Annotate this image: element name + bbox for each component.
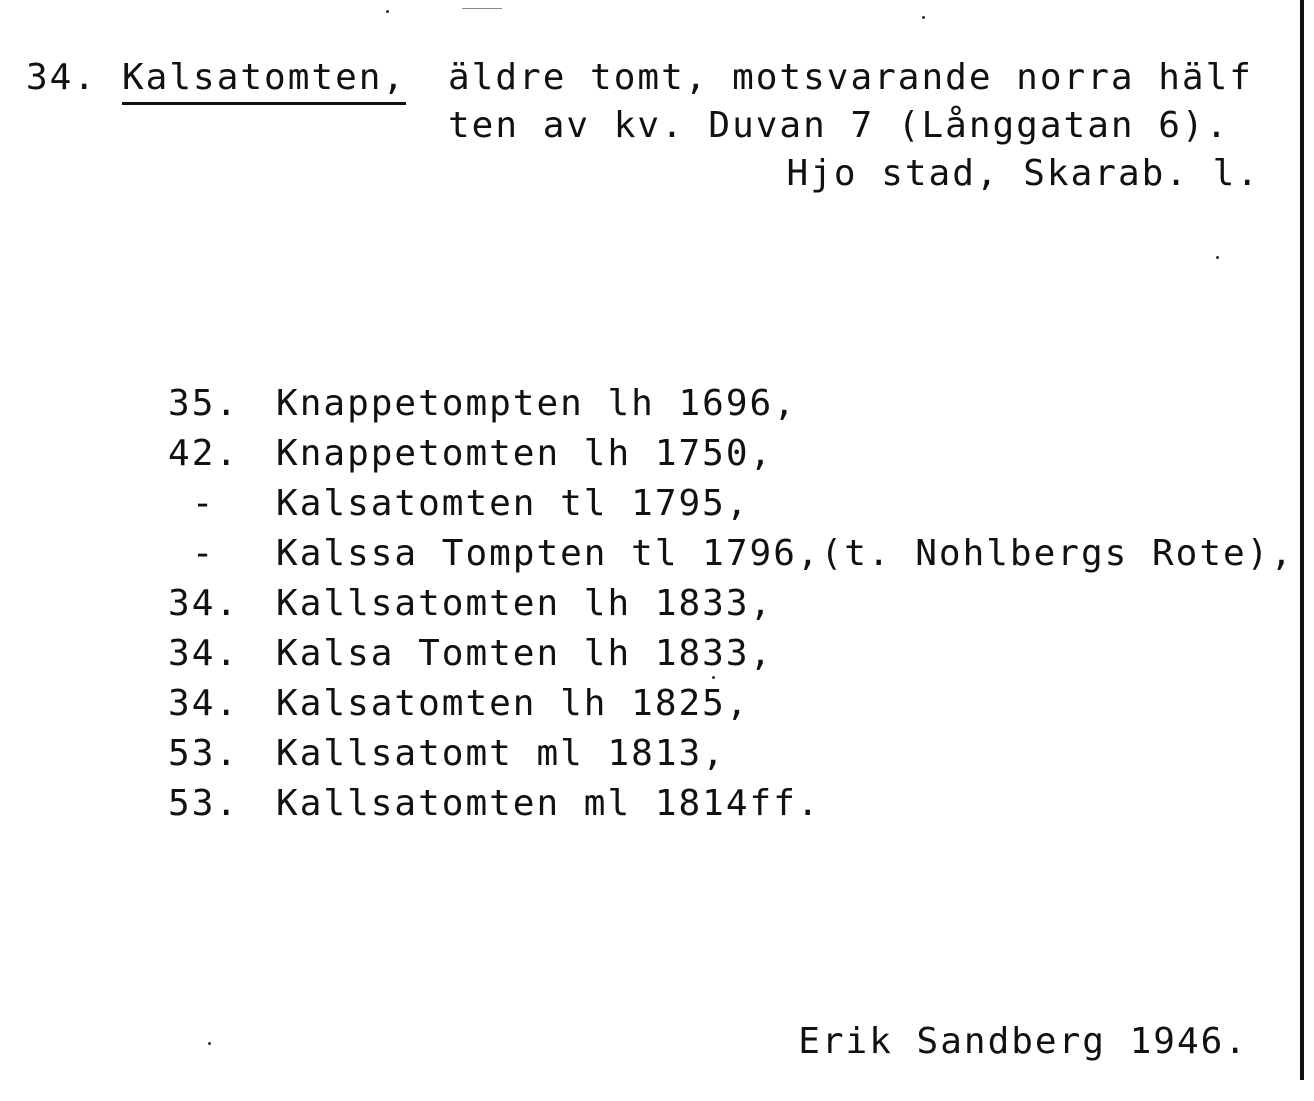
top-mark bbox=[462, 8, 502, 9]
list-item bbox=[26, 538, 1294, 624]
list-item bbox=[26, 388, 1294, 474]
entry-text: Knappetompten lh 1696, bbox=[276, 383, 797, 424]
list-item bbox=[26, 638, 1294, 724]
list-item bbox=[26, 338, 1294, 424]
entry-text: Kalsatomten tl 1795, bbox=[276, 483, 750, 524]
list-item bbox=[26, 438, 1294, 524]
heading-location: Hjo stad, Skarab. l. bbox=[786, 153, 1260, 194]
entry-text: Kallsatomten ml 1814ff. bbox=[276, 783, 821, 824]
list-item bbox=[26, 488, 1295, 574]
entry-text: Kallsatomt ml 1813, bbox=[276, 733, 726, 774]
entry-text: Kalsatomten lh 1825, bbox=[276, 683, 750, 724]
entry-text: Knappetomten lh 1750, bbox=[276, 433, 774, 474]
source-entry-list bbox=[26, 338, 1295, 824]
entry-number: 53. bbox=[168, 733, 240, 774]
entry-number: - bbox=[168, 533, 216, 574]
entry-text: Kalssa Tompten tl 1796,(t. Nohlbergs Rote), bbox=[276, 533, 1295, 574]
speck bbox=[922, 16, 925, 19]
heading-description-line-1: äldre tomt, motsvarande norra hälf bbox=[448, 57, 1253, 98]
heading-description-line-2: ten av kv. Duvan 7 (Långgatan 6). bbox=[448, 105, 1230, 146]
entry-number: - bbox=[168, 483, 216, 524]
speck bbox=[208, 1042, 211, 1045]
speck bbox=[386, 10, 389, 13]
heading-number: 34. bbox=[26, 57, 98, 98]
signature: Erik Sandberg 1946. bbox=[798, 1021, 1248, 1062]
entry-number: 34. bbox=[168, 633, 240, 674]
heading-name: Kalsatomten, bbox=[122, 56, 406, 105]
entry-number: 35. bbox=[168, 383, 240, 424]
entry-number: 34. bbox=[168, 583, 240, 624]
entry-number: 53. bbox=[168, 783, 240, 824]
entry-text: Kallsatomten lh 1833, bbox=[276, 583, 774, 624]
list-item bbox=[26, 688, 1294, 774]
speck bbox=[1216, 256, 1219, 259]
entry-number: 42. bbox=[168, 433, 240, 474]
list-item bbox=[26, 738, 1294, 824]
entry-text: Kalsa Tomten lh 1833, bbox=[276, 633, 774, 674]
entry-number: 34. bbox=[168, 683, 240, 724]
list-item bbox=[26, 588, 1294, 674]
card-right-edge bbox=[1300, 0, 1304, 1080]
